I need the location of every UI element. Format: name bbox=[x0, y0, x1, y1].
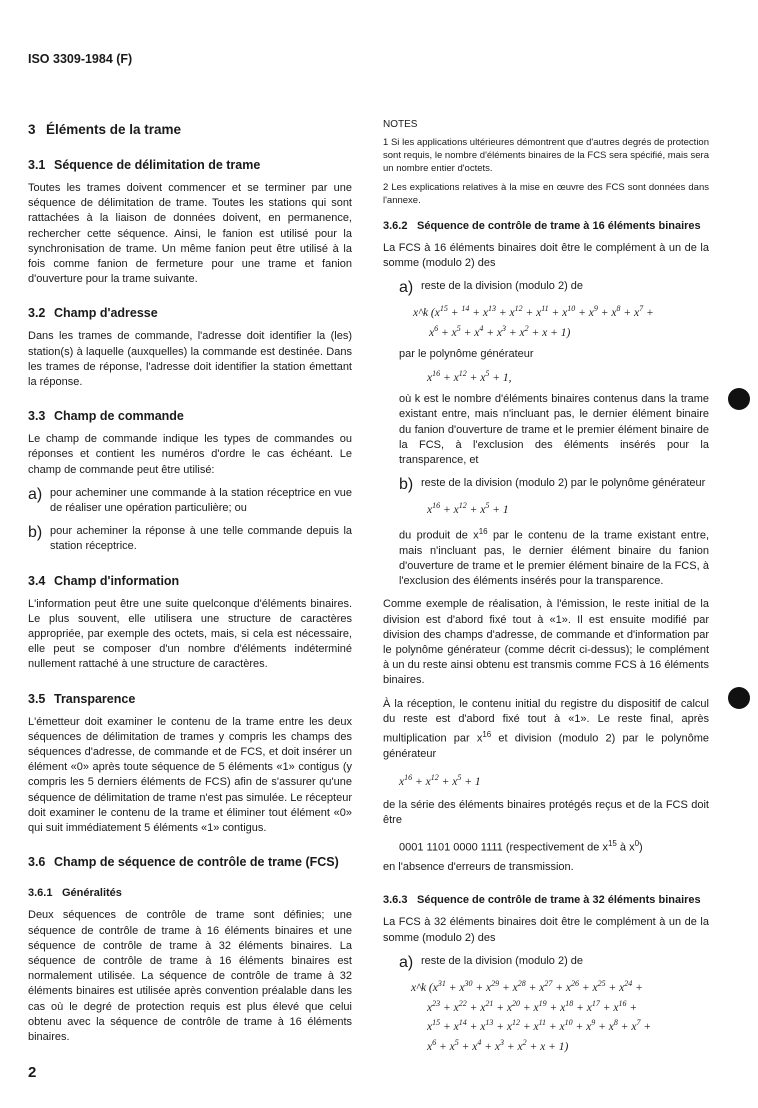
section-number: 3.6.2 bbox=[383, 220, 408, 232]
section-3-6-1-heading bbox=[28, 886, 352, 900]
paragraph: Comme exemple de réalisation, à l'émission, le reste initial de la division est d'abord fixé tout à «1». Il est ensuite modifié par division des champs d'adresse, de commande et d'information par le polynôme générateur (comme décrit ci-dessus); le complément à un du reste ainsi obtenu est transmis comme FCS à 16 éléments binaires. bbox=[383, 598, 709, 687]
section-3-2-heading bbox=[28, 305, 352, 321]
margin-bullet-icon bbox=[728, 687, 750, 709]
paragraph: du produit de $x^{16}$ par le contenu de la trame existant entre, mais n'incluant pas, le dernier élément binaire du fanion d'ouverture de trame et le premier élément binaire de la FCS, à l'exclusion des éléments insérés pour la transparence. bbox=[399, 526, 709, 588]
paragraph: par le polynôme générateur bbox=[399, 348, 534, 361]
paragraph: où k est le nombre d'éléments binaires contenus dans la trame existant entre, mais n'incluant pas, le dernier élément binaire du fanion d'ouverture de trame et le premier élément binaire de la FCS, à l'exclusion des éléments insérés pour la transparence, et bbox=[399, 393, 709, 466]
formula-line: $x^{15} + x^{14} + x^{13} + x^{12} + x^{11} + x^{10} + x^9 + x^8 + x^7$ + bbox=[427, 1018, 652, 1034]
formula-line: $x^{23} + x^{22} + x^{21} + x^{20} + x^{19} + x^{18} + x^{17} + x^{16}$ + bbox=[427, 998, 638, 1014]
formula-generator: $x^{16} + x^{12} + x^5 + 1$ bbox=[399, 773, 481, 788]
section-number: 3.5 bbox=[28, 691, 46, 706]
section-title: Généralités bbox=[62, 887, 122, 900]
margin-bullet-icon bbox=[728, 388, 750, 410]
paragraph: L'information peut être une suite quelconque d'éléments binaires. Le plus souvent, elle utilisera une structure de caractères appropriée, par exemple des octets, mais, si cela est nécessaire, elle peut se composer d'un nombre d'éléments indéterminé nullement rattaché à une structure de caractères. bbox=[28, 597, 352, 671]
list-item-a bbox=[383, 954, 709, 972]
section-3-heading bbox=[28, 122, 352, 137]
formula-generator: $x^{16} + x^{12} + x^5 + 1$ bbox=[427, 501, 509, 516]
section-title: Transparence bbox=[54, 691, 136, 706]
section-3-3-heading bbox=[28, 408, 352, 424]
paragraph: La FCS à 32 éléments binaires doit être le complément à un de la somme (modulo 2) des bbox=[383, 916, 709, 944]
section-number: 3.6.3 bbox=[383, 894, 408, 907]
section-title: Champ de commande bbox=[54, 409, 184, 424]
section-3-6-2-heading bbox=[383, 219, 709, 233]
formula-generator: $x^{16} + x^{12} + x^5 + 1$, bbox=[427, 369, 512, 385]
section-number: 3.2 bbox=[28, 306, 46, 321]
section-3-6-3-heading bbox=[383, 893, 709, 907]
section-3-4-heading bbox=[28, 573, 352, 589]
formula-line: x^k ($x^{15} + ^{14} + x^{13} + x^{12} + x^{11} + x^{10} + x^9 + x^8 + x^7$ + bbox=[413, 304, 654, 320]
note-1: 1 Si les applications ultérieures démontrent que d'autres degrés de protection sont requis, le nombre d'éléments binaires de la FCS sera spécifié, mais sera un nombre entier d'octets. bbox=[383, 137, 709, 174]
section-number: 3.3 bbox=[28, 409, 46, 424]
section-title: Séquence de contrôle de trame à 32 éléments binaires bbox=[417, 894, 701, 907]
right-column bbox=[383, 118, 709, 1055]
list-item-b bbox=[383, 476, 709, 494]
section-number: 3.1 bbox=[28, 158, 46, 172]
section-3-1-heading bbox=[28, 157, 352, 173]
section-title: Champ d'adresse bbox=[54, 306, 158, 321]
paragraph: Le champ de commande indique les types de commandes ou réponses et contient les numéros d'ordre le cas échéant. Le champ de commande peut être utilisé: bbox=[28, 433, 352, 476]
list-label: b) bbox=[399, 476, 414, 494]
section-number: 3 bbox=[28, 122, 36, 137]
page-number: 2 bbox=[28, 1064, 37, 1081]
note-2: 2 Les explications relatives à la mise en œuvre des FCS sont données dans l'annexe. bbox=[383, 182, 709, 206]
paragraph: La FCS à 16 éléments binaires doit être le complément à un de la somme (modulo 2) des bbox=[383, 242, 709, 270]
paragraph: À la réception, le contenu initial du registre du dispositif de calcul du reste est d'abord fixé tout à «1». Le reste final, après multiplication par $x^{16}$ et division (modulo 2) par le polynôme générateur bbox=[383, 697, 710, 760]
section-title: Séquence de délimitation de trame bbox=[54, 158, 261, 172]
section-number: 3.6.1 bbox=[28, 887, 53, 900]
section-3-6-heading bbox=[28, 854, 352, 870]
paragraph: 0001 1101 0000 1111 (respectivement de $x^{15}$ à $x^0$) bbox=[399, 839, 643, 854]
list-item-a bbox=[28, 486, 352, 516]
paragraph: Toutes les trames doivent commencer et se terminer par une séquence de délimitation de trame. Toutes les stations qui sont rattachées à la liaison de données doivent, en permanence, rechercher cette séquence. Ainsi, le fanion est utilisé pour la synchronisation de trame. Un même fanion peut être utilisé à la fois comme fanion de fermeture pour une trame et fanion d'ouverture pour la trame suivante. bbox=[28, 182, 352, 286]
formula-line: $x^6 + x^5 + x^4 + x^3 + x^2 + x + 1$) bbox=[429, 324, 571, 340]
list-label: a) bbox=[399, 953, 414, 971]
paragraph: de la série des éléments binaires protégés reçus et de la FCS doit être bbox=[383, 798, 709, 827]
section-number: 3.6 bbox=[28, 855, 46, 870]
list-text: pour acheminer une commande à la station réceptrice en vue de réaliser une opération particulière; ou bbox=[50, 486, 352, 515]
formula-line: $x^6 + x^5 + x^4 + x^3 + x^2 + x + 1$) bbox=[427, 1038, 569, 1054]
list-label: a) bbox=[28, 485, 43, 503]
list-text: reste de la division (modulo 2) de bbox=[421, 280, 584, 293]
section-number: 3.4 bbox=[28, 573, 46, 588]
section-title: Séquence de contrôle de trame à 16 éléments binaires bbox=[417, 220, 701, 232]
paragraph: en l'absence d'erreurs de transmission. bbox=[383, 861, 574, 874]
paragraph: Deux séquences de contrôle de trame sont définies; une séquence de contrôle de trame à 16 éléments binaires et une séquence de contrôle de trame à 32 éléments binaires. La séquence de contrôle de trame à 16 éléments binaires est normalement utilisée. La séquence de contrôle de trame à 32 éléments binaires est utilisée après convention préalable dans les cas où le degré de protection requis est plus élevé que celui obtenu avec la séquence de contrôle de trame à 16 éléments binaires. bbox=[28, 909, 352, 1043]
list-item-b bbox=[28, 524, 352, 554]
list-text: reste de la division (modulo 2) par le polynôme générateur bbox=[421, 477, 706, 490]
paragraph: Dans les trames de commande, l'adresse doit identifier la (les) station(s) à laquelle (auxquelles) la commande est destinée. Dans les trames de réponse, l'adresse doit identifier la station émettant la réponse. bbox=[28, 330, 352, 389]
list-label: b) bbox=[28, 524, 43, 542]
list-text: reste de la division (modulo 2) de bbox=[421, 954, 584, 967]
section-title: Champ de séquence de contrôle de trame (FCS) bbox=[54, 855, 339, 870]
section-title: Éléments de la trame bbox=[46, 122, 182, 137]
section-title: Champ d'information bbox=[54, 573, 180, 588]
list-item-a bbox=[383, 279, 709, 297]
formula-line: x^k ($x^{31} + x^{30} + x^{29} + x^{28} + x^{27} + x^{26} + x^{25} + x^{24}$ + bbox=[411, 978, 643, 994]
paragraph: L'émetteur doit examiner le contenu de la trame entre les deux séquences de délimitation de trames y compris les champs des séquences d'adresse, de commande et de FCS, et doit insérer un élément «0» après toute séquence de 5 éléments «1» contigus (y compris les 5 derniers éléments de FCS) afin de s'assurer qu'une séquence de délimitation de trame n'est pas simulée. Le récepteur doit examiner le contenu de la trame et éliminer tout élément «0» qui suit immédiatement 5 éléments «1» contigus. bbox=[28, 715, 352, 835]
list-label: a) bbox=[399, 279, 414, 297]
document-header: ISO 3309-1984 (F) bbox=[28, 52, 133, 66]
list-text: pour acheminer la réponse à une telle commande depuis la station réceptrice. bbox=[50, 525, 352, 553]
section-3-5-heading bbox=[28, 691, 352, 707]
left-column bbox=[28, 118, 352, 1045]
notes-title: NOTES bbox=[383, 119, 418, 130]
